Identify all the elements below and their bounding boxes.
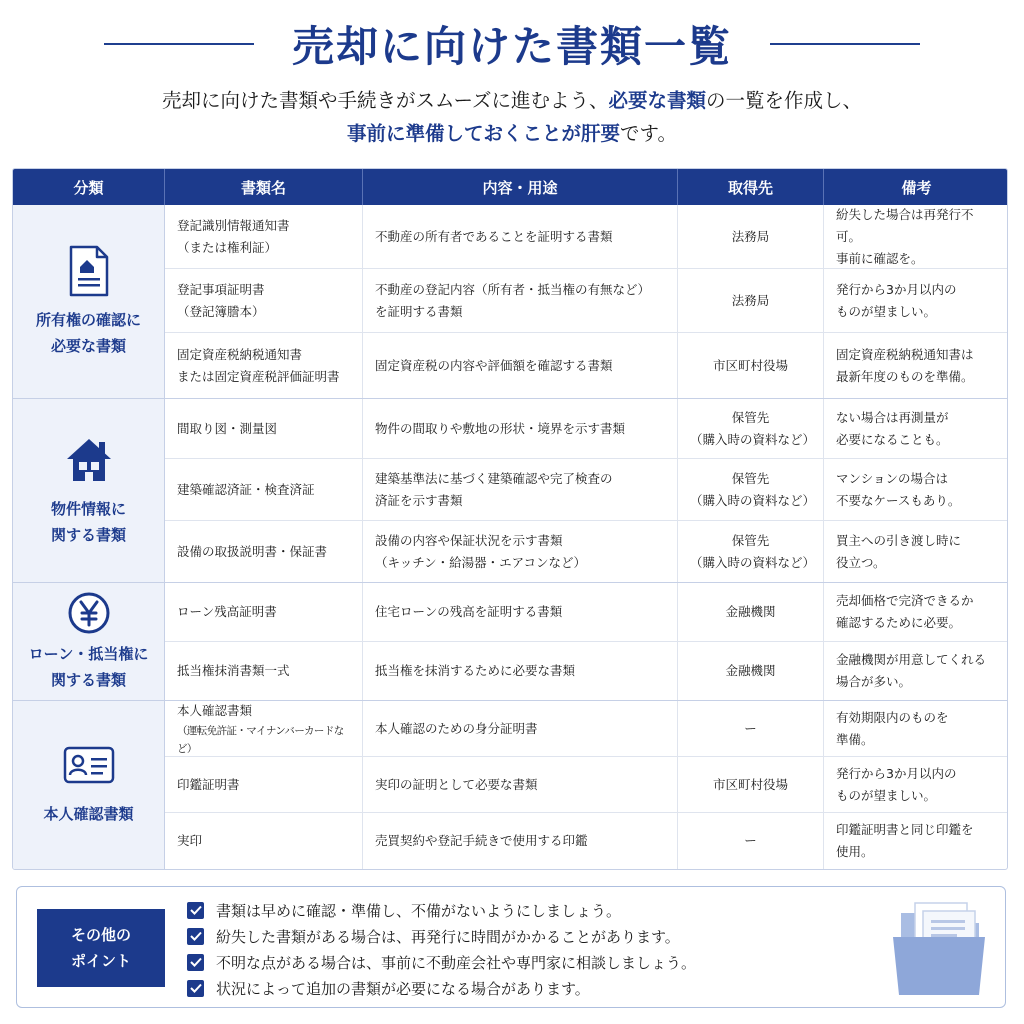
col-header-source: 取得先 bbox=[678, 169, 824, 205]
points-list bbox=[187, 897, 827, 1001]
list-item bbox=[187, 975, 827, 1001]
doc-source: 市区町村役場 bbox=[678, 757, 824, 812]
group-identity bbox=[13, 701, 1008, 869]
doc-content: 本人確認のための身分証明書 bbox=[363, 701, 678, 756]
doc-source: 保管先 （購入時の資料など） bbox=[678, 459, 824, 520]
table-row bbox=[165, 399, 1008, 459]
table-header bbox=[13, 169, 1008, 205]
doc-source: 金融機関 bbox=[678, 583, 824, 641]
doc-name-sub: （運転免許証・マイナンバーカードなど） bbox=[177, 724, 344, 755]
category-label: 所有権の確認に 必要な書類 bbox=[35, 310, 141, 355]
group-rows bbox=[165, 583, 1008, 700]
doc-content: 不動産の登記内容（所有者・抵当権の有無など） を証明する書類 bbox=[363, 269, 678, 332]
other-points-label: その他の ポイント bbox=[37, 909, 165, 987]
doc-content: 建築基準法に基づく建築確認や完了検査の 済証を示す書類 bbox=[363, 459, 678, 520]
point-text: 状況によって追加の書類が必要になる場合があります。 bbox=[216, 979, 590, 998]
doc-name: 抵当権抹消書類一式 bbox=[165, 642, 363, 700]
checkbox-checked-icon bbox=[187, 902, 204, 919]
doc-source: 法務局 bbox=[678, 269, 824, 332]
group-ownership bbox=[13, 205, 1008, 399]
doc-content: 抵当権を抹消するために必要な書類 bbox=[363, 642, 678, 700]
table-row bbox=[165, 701, 1008, 757]
doc-note: 有効期限内のものを 準備。 bbox=[836, 709, 949, 747]
table-row bbox=[165, 813, 1008, 869]
doc-name: 建築確認済証・検査済証 bbox=[165, 459, 363, 520]
table-row bbox=[165, 521, 1008, 582]
group-rows bbox=[165, 399, 1008, 582]
title-row bbox=[0, 14, 1024, 74]
intro-line1-post: の一覧を作成し、 bbox=[706, 89, 863, 112]
point-text: 書類は早めに確認・準備し、不備がないようにしましょう。 bbox=[216, 901, 622, 920]
intro-line2-post: です。 bbox=[620, 122, 677, 145]
group-rows bbox=[165, 701, 1008, 869]
title-right-rule bbox=[770, 43, 920, 45]
table-row bbox=[165, 269, 1008, 333]
category-cell bbox=[13, 399, 165, 582]
col-header-name: 書類名 bbox=[165, 169, 363, 205]
doc-note: 固定資産税納税通知書は 最新年度のものを準備。 bbox=[836, 346, 974, 384]
document-house-icon bbox=[63, 245, 115, 297]
checkbox-checked-icon bbox=[187, 928, 204, 945]
checkbox-checked-icon bbox=[187, 954, 204, 971]
doc-name: 登記事項証明書 （登記簿謄本） bbox=[165, 269, 363, 332]
doc-source: 金融機関 bbox=[678, 642, 824, 700]
doc-source: 法務局 bbox=[678, 205, 824, 268]
group-rows bbox=[165, 205, 1008, 398]
category-cell bbox=[13, 701, 165, 869]
doc-content: 不動産の所有者であることを証明する書類 bbox=[363, 205, 678, 268]
list-item bbox=[187, 949, 827, 975]
doc-source: ー bbox=[678, 813, 824, 869]
category-cell bbox=[13, 583, 165, 700]
doc-note: ない場合は再測量が 必要になることも。 bbox=[836, 409, 949, 447]
doc-name: 登記識別情報通知書 （または権利証） bbox=[165, 205, 363, 268]
list-item bbox=[187, 897, 827, 923]
doc-name: 固定資産税納税通知書 または固定資産税評価証明書 bbox=[165, 333, 363, 398]
doc-name: 印鑑証明書 bbox=[165, 757, 363, 812]
doc-note: 買主への引き渡し時に 役立つ。 bbox=[836, 532, 962, 570]
doc-content: 実印の証明として必要な書類 bbox=[363, 757, 678, 812]
doc-name: 本人確認書類 bbox=[177, 702, 253, 718]
yen-icon bbox=[67, 591, 111, 635]
checkbox-checked-icon bbox=[187, 980, 204, 997]
category-label: ローン・抵当権に 関する書類 bbox=[28, 644, 149, 689]
title-left-rule bbox=[104, 43, 254, 45]
doc-name: ローン残高証明書 bbox=[165, 583, 363, 641]
doc-content: 設備の内容や保証状況を示す書類 （キッチン・給湯器・エアコンなど） bbox=[363, 521, 678, 582]
category-cell bbox=[13, 205, 165, 398]
doc-note: 発行から3か月以内の ものが望ましい。 bbox=[836, 765, 957, 803]
doc-content: 物件の間取りや敷地の形状・境界を示す書類 bbox=[363, 399, 678, 458]
documents-table bbox=[12, 168, 1008, 870]
table-row bbox=[165, 642, 1008, 700]
intro-text bbox=[0, 84, 1024, 150]
category-label: 本人確認書類 bbox=[43, 805, 134, 823]
doc-source: 保管先 （購入時の資料など） bbox=[678, 521, 824, 582]
col-header-category: 分類 bbox=[13, 169, 165, 205]
doc-name: 実印 bbox=[165, 813, 363, 869]
house-icon bbox=[63, 434, 115, 486]
doc-note: 金融機関が用意してくれる 場合が多い。 bbox=[836, 652, 987, 689]
doc-content: 住宅ローンの残高を証明する書類 bbox=[363, 583, 678, 641]
doc-name-cell bbox=[165, 701, 363, 756]
doc-note: 紛失した場合は再発行不可。 事前に確認を。 bbox=[836, 206, 974, 266]
doc-content: 固定資産税の内容や評価額を確認する書類 bbox=[363, 333, 678, 398]
doc-name: 設備の取扱説明書・保証書 bbox=[165, 521, 363, 582]
doc-content: 売買契約や登記手続きで使用する印鑑 bbox=[363, 813, 678, 869]
category-label: 物件情報に 関する書類 bbox=[50, 499, 126, 544]
doc-note: 発行から3か月以内の ものが望ましい。 bbox=[836, 281, 957, 319]
doc-note: 印鑑証明書と同じ印鑑を 使用。 bbox=[836, 822, 974, 859]
point-text: 紛失した書類がある場合は、再発行に時間がかかることがあります。 bbox=[216, 927, 680, 946]
doc-source: 保管先 （購入時の資料など） bbox=[678, 399, 824, 458]
doc-note: 売却価格で完済できるか 確認するために必要。 bbox=[836, 593, 974, 630]
doc-source: 市区町村役場 bbox=[678, 333, 824, 398]
col-header-content: 内容・用途 bbox=[363, 169, 678, 205]
id-card-icon bbox=[63, 743, 115, 787]
table-row bbox=[165, 583, 1008, 642]
table-row bbox=[165, 205, 1008, 269]
table-body bbox=[13, 205, 1008, 869]
doc-source: ー bbox=[678, 701, 824, 756]
page-title: 売却に向けた書類一覧 bbox=[291, 22, 732, 71]
intro-line2-highlight: 事前に準備しておくことが肝要 bbox=[347, 122, 621, 145]
intro-line1-highlight: 必要な書類 bbox=[608, 89, 707, 112]
doc-name: 間取り図・測量図 bbox=[165, 399, 363, 458]
table-row bbox=[165, 757, 1008, 813]
table-row bbox=[165, 459, 1008, 521]
doc-note: マンションの場合は 不要なケースもあり。 bbox=[836, 470, 961, 508]
other-points-box bbox=[16, 886, 1006, 1008]
group-loan bbox=[13, 583, 1008, 701]
folder-icon bbox=[883, 893, 995, 1001]
intro-line1-pre: 売却に向けた書類や手続きがスムーズに進むよう、 bbox=[161, 89, 609, 112]
list-item bbox=[187, 923, 827, 949]
point-text: 不明な点がある場合は、事前に不動産会社や専門家に相談しましょう。 bbox=[216, 953, 697, 972]
col-header-note: 備考 bbox=[901, 178, 932, 197]
table-row bbox=[165, 333, 1008, 398]
group-property bbox=[13, 399, 1008, 583]
